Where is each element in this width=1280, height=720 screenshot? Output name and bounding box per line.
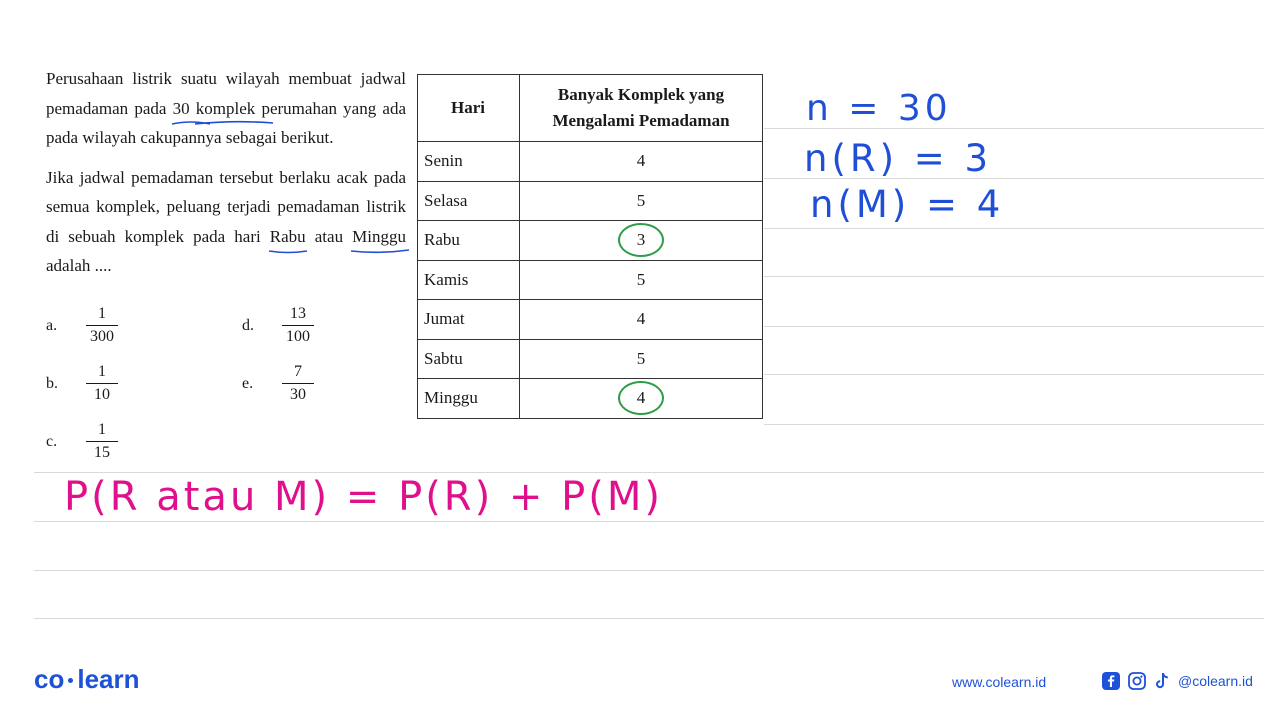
header-count-line: Mengalami Pemadaman xyxy=(552,111,730,130)
circle-annotation xyxy=(618,381,664,415)
tiktok-icon[interactable] xyxy=(1154,672,1170,690)
problem-text xyxy=(46,64,406,291)
answer-options xyxy=(46,300,406,480)
option-c[interactable] xyxy=(46,420,118,463)
outage-schedule-table xyxy=(417,74,763,419)
fraction-bar xyxy=(282,383,314,384)
rule-line xyxy=(34,618,1264,619)
fraction-bar xyxy=(282,325,314,326)
row-value xyxy=(520,181,763,221)
table-header-row xyxy=(418,75,763,142)
logo-text-left: co xyxy=(34,664,65,694)
problem-text-part: Perusahaan listrik suatu wilayah membuat jadwal pemadaman pada xyxy=(46,69,406,118)
option-e[interactable] xyxy=(242,362,314,405)
highlight-rabu xyxy=(270,222,306,252)
row-day: Minggu xyxy=(418,379,520,419)
instagram-icon[interactable] xyxy=(1128,672,1146,690)
row-day: Sabtu xyxy=(418,339,520,379)
handwritten-n-rabu: n(R) = 3 xyxy=(804,137,993,180)
fraction-denominator: 300 xyxy=(90,328,114,345)
option-d[interactable] xyxy=(242,304,314,347)
row-value-text: 5 xyxy=(636,190,646,210)
fraction-bar xyxy=(86,325,118,326)
rule-line xyxy=(764,374,1264,375)
highlight-day: Rabu xyxy=(269,226,306,246)
row-value-text: 3 xyxy=(636,230,646,250)
rule-line xyxy=(764,228,1264,229)
problem-text-part: adalah .... xyxy=(46,256,112,275)
underline-scribble xyxy=(194,119,274,127)
fraction-bar xyxy=(86,383,118,384)
table-row xyxy=(418,379,763,419)
row-day: Rabu xyxy=(418,221,520,261)
table-row xyxy=(418,339,763,379)
highlight-30 xyxy=(173,94,190,124)
row-value-text: 4 xyxy=(636,388,646,408)
highlight-komplek xyxy=(196,94,256,124)
row-value xyxy=(520,221,763,261)
option-fraction xyxy=(86,362,118,405)
handwritten-formula: P(R atau M) = P(R) + P(M) xyxy=(64,474,663,520)
row-day: Jumat xyxy=(418,300,520,340)
highlight-day: Minggu xyxy=(352,226,407,246)
table-row xyxy=(418,300,763,340)
fraction-numerator: 7 xyxy=(294,363,302,380)
fraction-denominator: 30 xyxy=(290,386,306,403)
rule-line xyxy=(34,521,1264,522)
fraction-bar xyxy=(86,441,118,442)
logo-dot xyxy=(68,678,73,683)
option-letter: e. xyxy=(242,374,254,392)
rule-line xyxy=(764,424,1264,425)
colearn-logo[interactable] xyxy=(34,664,140,695)
row-value-text: 4 xyxy=(636,309,646,329)
fraction-numerator: 1 xyxy=(98,305,106,322)
option-fraction xyxy=(282,304,314,347)
handwritten-n-total: n = 30 xyxy=(806,88,952,129)
problem-text-part: perumahan yang ada pada wilayah cakupannya sebagai berikut. xyxy=(46,98,406,147)
option-letter: c. xyxy=(46,432,58,450)
rule-line xyxy=(34,570,1264,571)
fraction-denominator: 10 xyxy=(94,386,110,403)
underline-scribble xyxy=(268,247,308,255)
option-letter: d. xyxy=(242,316,254,334)
header-day: Hari xyxy=(418,75,520,142)
table-row xyxy=(418,142,763,182)
highlight-number: 30 xyxy=(172,98,190,118)
logo-text-right: learn xyxy=(77,664,140,694)
row-value xyxy=(520,379,763,419)
option-fraction xyxy=(282,362,314,405)
underline-scribble xyxy=(350,247,410,255)
row-value xyxy=(520,300,763,340)
social-bar xyxy=(1102,672,1253,690)
row-value xyxy=(520,260,763,300)
row-value-text: 4 xyxy=(636,151,646,171)
fraction-numerator: 13 xyxy=(290,305,306,322)
row-value-text: 5 xyxy=(636,348,646,368)
table-row xyxy=(418,260,763,300)
problem-text-part: Jika jadwal pemadaman tersebut berlaku acak pada semua komplek, peluang terjadi pemadaman listrik di sebuah komplek pada hari xyxy=(46,167,406,246)
row-value xyxy=(520,339,763,379)
row-value-text: 5 xyxy=(636,269,646,289)
row-value xyxy=(520,142,763,182)
highlight-word: komplek xyxy=(195,98,256,118)
handwritten-n-minggu: n(M) = 4 xyxy=(810,183,1005,226)
facebook-icon[interactable] xyxy=(1102,672,1120,690)
rule-line xyxy=(764,276,1264,277)
problem-paragraph-2 xyxy=(46,163,406,281)
fraction-numerator: 1 xyxy=(98,421,106,438)
highlight-minggu xyxy=(352,222,406,252)
option-letter: b. xyxy=(46,374,58,392)
social-handle[interactable]: @colearn.id xyxy=(1178,673,1253,689)
row-day: Selasa xyxy=(418,181,520,221)
header-count xyxy=(520,75,763,142)
problem-paragraph-1 xyxy=(46,64,406,153)
website-link[interactable]: www.colearn.id xyxy=(952,674,1047,690)
row-day: Senin xyxy=(418,142,520,182)
option-letter: a. xyxy=(46,316,58,334)
rule-line xyxy=(764,326,1264,327)
option-fraction xyxy=(86,304,118,347)
table-row xyxy=(418,181,763,221)
fraction-denominator: 100 xyxy=(286,328,310,345)
fraction-numerator: 1 xyxy=(98,363,106,380)
table-row xyxy=(418,221,763,261)
problem-text-part: atau xyxy=(314,226,344,246)
circle-annotation xyxy=(618,223,664,257)
option-fraction xyxy=(86,420,118,463)
header-count-line: Banyak Komplek yang xyxy=(557,85,725,104)
fraction-denominator: 15 xyxy=(94,444,110,461)
row-day: Kamis xyxy=(418,260,520,300)
option-a[interactable] xyxy=(46,304,118,347)
option-b[interactable] xyxy=(46,362,118,405)
